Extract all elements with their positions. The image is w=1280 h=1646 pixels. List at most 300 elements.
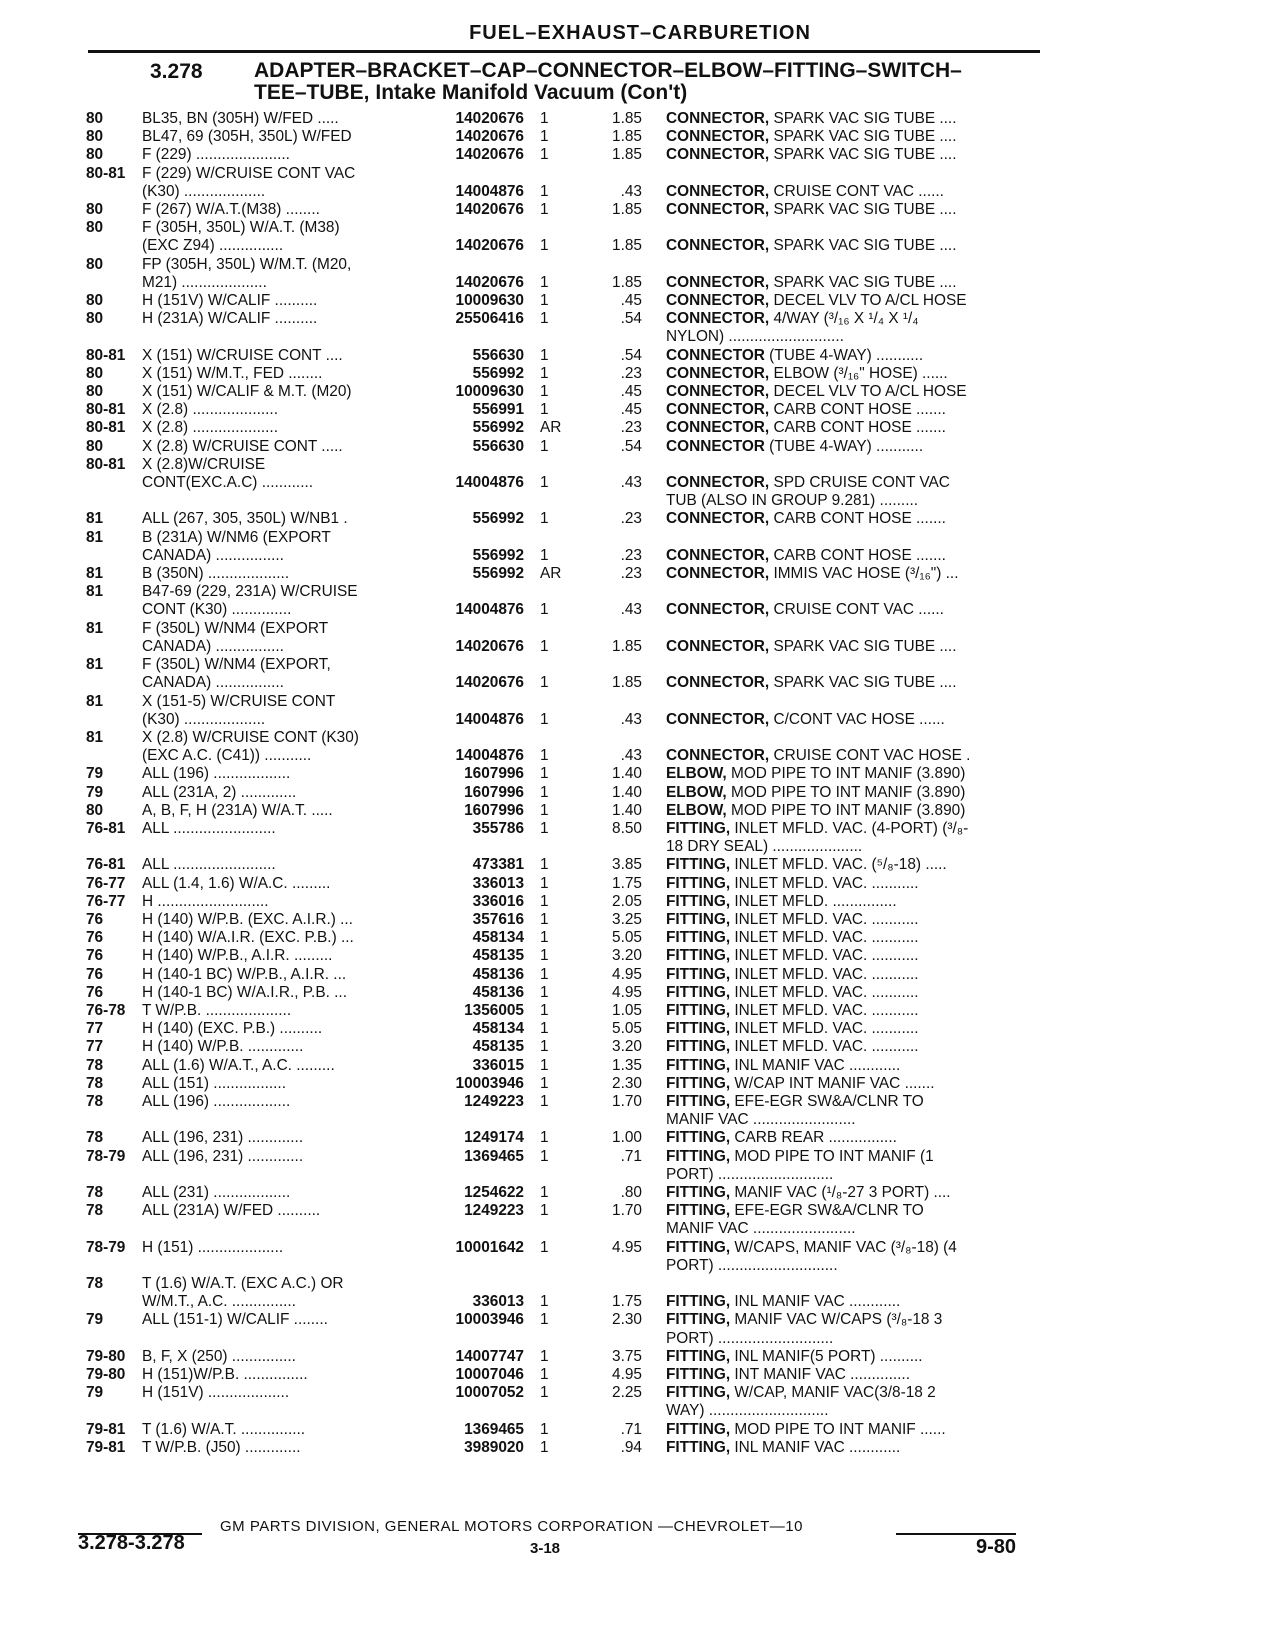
year-cell: 80 (86, 219, 104, 237)
description-cell (642, 1220, 1046, 1238)
table-row (86, 875, 1046, 893)
price-cell (578, 1166, 642, 1184)
description-text: MOD PIPE TO INT MANIF (3.890) (726, 765, 966, 783)
model-cell: W/M.T., A.C. ............... (142, 1293, 296, 1311)
price-cell: 2.25 (612, 1384, 642, 1402)
description-type: ELBOW, (666, 783, 727, 801)
part-number-cell (412, 1220, 524, 1238)
part-number-cell (412, 620, 524, 638)
description-type: CONNECTOR (666, 437, 765, 455)
quantity-cell: 1 (540, 346, 549, 364)
description-cell (642, 456, 1046, 474)
part-number-cell: 14004876 (455, 747, 524, 765)
part-number-cell: 336013 (472, 1293, 524, 1311)
year-cell: 80-81 (86, 419, 126, 437)
price-cell (578, 1220, 642, 1238)
description-type: FITTING, (666, 856, 731, 874)
price-cell: .43 (620, 601, 642, 619)
table-row (86, 1348, 1046, 1366)
description-type: FITTING, (666, 910, 731, 928)
model-cell: X (151-5) W/CRUISE CONT (142, 692, 336, 710)
description-cell (642, 1166, 1046, 1184)
footer-rule-right (896, 1533, 1016, 1535)
model-cell: F (350L) W/NM4 (EXPORT, (142, 656, 331, 674)
description-text: EFE-EGR SW&A/CLNR TO (730, 1202, 924, 1220)
price-cell: 5.05 (612, 1020, 642, 1038)
table-row (86, 1384, 1046, 1402)
description-type: CONNECTOR, (666, 510, 770, 528)
part-number-cell: 14020676 (455, 273, 524, 291)
description-text: WAY) ............................ (666, 1402, 829, 1420)
part-number-cell: 14020676 (455, 128, 524, 146)
quantity-cell (524, 1402, 578, 1420)
footer-publisher: GM PARTS DIVISION, GENERAL MOTORS CORPORATION —CHEVROLET—10 (220, 1518, 803, 1535)
description-cell (642, 947, 1046, 965)
description-cell (642, 1330, 1046, 1348)
description-cell (642, 274, 1046, 292)
table-row (86, 1057, 1046, 1075)
model-cell: H (140-1 BC) W/P.B., A.I.R. ... (142, 965, 347, 983)
table-row (86, 165, 1046, 183)
description-type: CONNECTOR, (666, 546, 770, 564)
model-cell: F (229) W/CRUISE CONT VAC (142, 164, 356, 182)
description-text: CARB CONT HOSE ....... (769, 401, 946, 419)
part-number-cell: 458134 (472, 1020, 524, 1038)
table-row (86, 474, 1046, 492)
quantity-cell (524, 656, 578, 674)
table-row (86, 1184, 1046, 1202)
model-cell: H (151) .................... (142, 1238, 284, 1256)
table-row (86, 1038, 1046, 1056)
model-cell: FP (305H, 350L) W/M.T. (M20, (142, 255, 352, 273)
year-cell: 81 (86, 565, 104, 583)
description-text: INLET MFLD. VAC. ........... (730, 1038, 919, 1056)
table-row (86, 1075, 1046, 1093)
price-cell: 1.85 (612, 110, 642, 127)
table-row (86, 383, 1046, 401)
part-number-cell (412, 1111, 524, 1129)
quantity-cell (524, 1257, 578, 1275)
price-cell: 8.50 (612, 819, 642, 837)
year-cell: 76 (86, 947, 104, 965)
year-cell (86, 1220, 142, 1238)
description-type: FITTING, (666, 1020, 731, 1038)
description-cell (642, 911, 1046, 929)
description-cell (642, 492, 1046, 510)
model-cell: X (2.8) W/CRUISE CONT (K30) (142, 728, 359, 746)
description-type: FITTING, (666, 1129, 731, 1147)
part-number-cell: 458136 (472, 983, 524, 1001)
quantity-cell: 1 (540, 474, 549, 492)
year-cell: 80 (86, 201, 104, 219)
description-cell (642, 1111, 1046, 1129)
description-type: ELBOW, (666, 801, 727, 819)
price-cell: 1.40 (612, 765, 642, 783)
model-cell: X (151) W/M.T., FED ........ (142, 364, 323, 382)
table-row (86, 693, 1046, 711)
year-cell (86, 601, 142, 619)
year-cell: 78 (86, 1074, 104, 1092)
table-row (86, 856, 1046, 874)
price-cell: 1.70 (612, 1202, 642, 1220)
year-cell: 76 (86, 929, 104, 947)
model-cell: (EXC Z94) ............... (142, 237, 284, 255)
model-cell: H (140) W/P.B. (EXC. A.I.R.) ... (142, 910, 353, 928)
description-type: CONNECTOR, (666, 201, 770, 219)
description-text: PORT) ........................... (666, 1329, 834, 1347)
description-cell (642, 565, 1046, 583)
part-number-cell: 355786 (472, 819, 524, 837)
year-cell: 78 (86, 1056, 104, 1074)
table-row (86, 1293, 1046, 1311)
quantity-cell: 1 (540, 874, 549, 892)
description-text: DECEL VLV TO A/CL HOSE (769, 383, 967, 401)
model-cell: T (1.6) W/A.T. ............... (142, 1420, 306, 1438)
part-number-cell: 556992 (472, 565, 524, 583)
description-cell (642, 802, 1046, 820)
quantity-cell: 1 (540, 819, 549, 837)
year-cell: 79-81 (86, 1438, 126, 1456)
description-text: ELBOW (³/₁₆" HOSE) ...... (769, 364, 948, 382)
year-cell (86, 328, 142, 346)
part-number-cell: 14004876 (455, 474, 524, 492)
year-cell: 76-78 (86, 1001, 126, 1019)
model-cell: H (151V) ................... (142, 1384, 290, 1402)
year-cell: 80 (86, 110, 104, 127)
description-text: INL MANIF VAC ............ (730, 1438, 901, 1456)
table-row (86, 1275, 1046, 1293)
quantity-cell (524, 456, 578, 474)
part-number-cell: 10009630 (455, 383, 524, 401)
description-text: SPARK VAC SIG TUBE .... (769, 674, 957, 692)
table-row (86, 1239, 1046, 1257)
description-text: INLET MFLD. VAC. ........... (730, 965, 919, 983)
footer-date: 9-80 (976, 1536, 1017, 1558)
part-number-cell: 458135 (472, 947, 524, 965)
description-text: W/CAP INT MANIF VAC ....... (730, 1074, 935, 1092)
description-cell (642, 1202, 1046, 1220)
price-cell: .45 (620, 401, 642, 419)
year-cell: 80 (86, 801, 104, 819)
model-cell: F (350L) W/NM4 (EXPORT (142, 619, 329, 637)
description-type: CONNECTOR, (666, 565, 770, 583)
table-row (86, 583, 1046, 601)
description-text: SPARK VAC SIG TUBE .... (769, 146, 957, 164)
section-title (254, 60, 1034, 104)
part-number-cell: 556630 (472, 437, 524, 455)
part-number-cell: 14004876 (455, 601, 524, 619)
year-cell: 78 (86, 1129, 104, 1147)
footer-page-number: 3-18 (530, 1540, 561, 1557)
description-type: CONNECTOR, (666, 273, 770, 291)
description-cell (642, 365, 1046, 383)
description-text: PORT) ........................... (666, 1165, 834, 1183)
year-cell: 80-81 (86, 164, 126, 182)
table-row (86, 456, 1046, 474)
price-cell (578, 456, 642, 474)
quantity-cell: 1 (540, 383, 549, 401)
table-row (86, 838, 1046, 856)
description-text: SPARK VAC SIG TUBE .... (769, 273, 957, 291)
quantity-cell (524, 620, 578, 638)
quantity-cell: 1 (540, 601, 549, 619)
part-number-cell: 25506416 (455, 310, 524, 328)
part-number-cell: 1369465 (464, 1420, 524, 1438)
description-text: MANIF VAC W/CAPS (³/₈-18 3 (730, 1311, 943, 1329)
model-cell: ALL (196, 231) ............. (142, 1147, 304, 1165)
description-cell (642, 474, 1046, 492)
year-cell: 80-81 (86, 455, 126, 473)
description-cell (642, 1148, 1046, 1166)
section-title-line1: ADAPTER–BRACKET–CAP–CONNECTOR–ELBOW–FITTING–SWITCH– (254, 59, 962, 82)
description-type: CONNECTOR, (666, 146, 770, 164)
table-row (86, 547, 1046, 565)
price-cell (578, 1402, 642, 1420)
model-cell: B47-69 (229, 231A) W/CRUISE (142, 583, 358, 601)
description-type: CONNECTOR, (666, 364, 770, 382)
description-cell (642, 292, 1046, 310)
description-cell (642, 747, 1046, 765)
year-cell: 76-81 (86, 819, 126, 837)
table-row (86, 1202, 1046, 1220)
year-cell: 81 (86, 583, 104, 601)
price-cell: 1.75 (612, 1293, 642, 1311)
model-cell: T (1.6) W/A.T. (EXC A.C.) OR (142, 1275, 344, 1292)
description-type: FITTING, (666, 1293, 731, 1311)
description-type: FITTING, (666, 1384, 731, 1402)
part-number-cell: 14020676 (455, 110, 524, 127)
price-cell: 1.05 (612, 1001, 642, 1019)
description-text: CARB CONT HOSE ....... (769, 510, 946, 528)
year-cell: 81 (86, 528, 104, 546)
description-cell (642, 1439, 1046, 1457)
description-text: CARB CONT HOSE ....... (769, 546, 946, 564)
description-cell (642, 674, 1046, 692)
quantity-cell: 1 (540, 201, 549, 219)
model-cell: CANADA) ................ (142, 637, 284, 655)
quantity-cell (524, 529, 578, 547)
description-cell (642, 165, 1046, 183)
year-cell: 77 (86, 1020, 104, 1038)
quantity-cell (524, 1166, 578, 1184)
quantity-cell (524, 328, 578, 346)
description-type: FITTING, (666, 1311, 731, 1329)
model-cell (142, 838, 412, 856)
description-cell (642, 765, 1046, 783)
section-number: 3.278 (150, 60, 203, 83)
model-cell: F (305H, 350L) W/A.T. (M38) (142, 219, 340, 237)
part-number-cell: 14020676 (455, 201, 524, 219)
part-number-cell: 14020676 (455, 637, 524, 655)
description-cell (642, 1184, 1046, 1202)
part-number-cell (412, 456, 524, 474)
description-type: FITTING, (666, 1420, 731, 1438)
table-row (86, 1129, 1046, 1147)
description-cell (642, 510, 1046, 528)
table-row (86, 893, 1046, 911)
part-number-cell: 14020676 (455, 146, 524, 164)
description-cell (642, 1075, 1046, 1093)
table-row (86, 911, 1046, 929)
description-type: CONNECTOR, (666, 419, 770, 437)
price-cell: .45 (620, 292, 642, 310)
part-number-cell (412, 328, 524, 346)
price-cell (578, 1111, 642, 1129)
quantity-cell: 1 (540, 292, 549, 310)
description-text: (TUBE 4-WAY) ........... (764, 437, 924, 455)
quantity-cell: 1 (540, 1238, 549, 1256)
price-cell: .54 (620, 346, 642, 364)
year-cell: 80 (86, 255, 104, 273)
price-cell: 2.05 (612, 892, 642, 910)
table-row (86, 620, 1046, 638)
table-row (86, 674, 1046, 692)
description-type: CONNECTOR, (666, 310, 770, 328)
part-number-cell: 556992 (472, 364, 524, 382)
part-number-cell: 458135 (472, 1038, 524, 1056)
price-cell: .23 (620, 419, 642, 437)
description-text: CRUISE CONT VAC ...... (769, 182, 944, 200)
year-cell: 79 (86, 1311, 104, 1329)
description-cell (642, 1129, 1046, 1147)
part-number-cell: 556630 (472, 346, 524, 364)
price-cell: .23 (620, 565, 642, 583)
description-text: INLET MFLD. VAC. ........... (730, 1001, 919, 1019)
price-cell (578, 219, 642, 237)
description-cell (642, 256, 1046, 274)
table-row (86, 1220, 1046, 1238)
year-cell (86, 1330, 142, 1348)
table-row (86, 128, 1046, 146)
price-cell: .43 (620, 474, 642, 492)
description-type: FITTING, (666, 929, 731, 947)
part-number-cell (412, 656, 524, 674)
model-cell: ALL (196) .................. (142, 765, 291, 783)
quantity-cell (524, 219, 578, 237)
price-cell: 3.20 (612, 1038, 642, 1056)
model-cell: T W/P.B. (J50) ............. (142, 1438, 301, 1456)
quantity-cell: 1 (540, 947, 549, 965)
description-type: FITTING, (666, 1056, 731, 1074)
description-cell (642, 201, 1046, 219)
quantity-cell (524, 729, 578, 747)
table-row (86, 183, 1046, 201)
model-cell: BL35, BN (305H) W/FED ..... (142, 110, 339, 127)
model-cell: CONT(EXC.A.C) ............ (142, 474, 314, 492)
description-text: CARB REAR ................ (730, 1129, 897, 1147)
description-cell (642, 128, 1046, 146)
table-row (86, 729, 1046, 747)
description-text: SPARK VAC SIG TUBE .... (769, 110, 957, 127)
price-cell: .71 (620, 1147, 642, 1165)
quantity-cell (524, 1330, 578, 1348)
description-cell (642, 438, 1046, 456)
part-number-cell: 1607996 (464, 765, 524, 783)
model-cell: X (2.8)W/CRUISE (142, 455, 266, 473)
part-number-cell (412, 838, 524, 856)
description-type: CONNECTOR, (666, 182, 770, 200)
part-number-cell (412, 729, 524, 747)
description-text: NYLON) ........................... (666, 328, 844, 346)
description-type: CONNECTOR, (666, 747, 770, 765)
quantity-cell: 1 (540, 237, 549, 255)
table-row (86, 219, 1046, 237)
description-text: INLET MFLD. VAC. ........... (730, 929, 919, 947)
price-cell: .43 (620, 710, 642, 728)
description-cell (642, 583, 1046, 601)
quantity-cell: 1 (540, 1001, 549, 1019)
table-row (86, 820, 1046, 838)
part-number-cell: 473381 (472, 856, 524, 874)
description-text: SPD CRUISE CONT VAC (769, 474, 950, 492)
price-cell: .23 (620, 364, 642, 382)
price-cell: .45 (620, 383, 642, 401)
description-text: SPARK VAC SIG TUBE .... (769, 201, 957, 219)
description-text: W/CAP, MANIF VAC(3/8-18 2 (730, 1384, 936, 1402)
part-number-cell: 1249223 (464, 1092, 524, 1110)
description-type: FITTING, (666, 819, 731, 837)
table-row (86, 237, 1046, 255)
part-number-cell: 556991 (472, 401, 524, 419)
description-type: CONNECTOR, (666, 292, 770, 310)
price-cell (578, 1330, 642, 1348)
year-cell: 77 (86, 1038, 104, 1056)
quantity-cell: 1 (540, 1038, 549, 1056)
part-number-cell: 357616 (472, 910, 524, 928)
price-cell: 3.75 (612, 1347, 642, 1365)
model-cell: X (2.8) .................... (142, 401, 278, 419)
description-text: 4/WAY (³/₁₆ X ¹/₄ X ¹/₄ (769, 310, 919, 328)
description-text: INLET MFLD. ............... (730, 892, 897, 910)
price-cell: .54 (620, 437, 642, 455)
price-cell: 1.75 (612, 874, 642, 892)
quantity-cell: 1 (540, 892, 549, 910)
description-text: INLET MFLD. VAC. ........... (730, 910, 919, 928)
quantity-cell: 1 (540, 965, 549, 983)
part-number-cell: 10007046 (455, 1366, 524, 1384)
table-row (86, 201, 1046, 219)
price-cell: 1.70 (612, 1092, 642, 1110)
table-row (86, 929, 1046, 947)
part-number-cell: 10003946 (455, 1311, 524, 1329)
description-text: CRUISE CONT VAC ...... (769, 601, 944, 619)
description-text: MOD PIPE TO INT MANIF (3.890) (726, 801, 966, 819)
description-cell (642, 1311, 1046, 1329)
year-cell: 80 (86, 437, 104, 455)
model-cell: B (350N) ................... (142, 565, 290, 583)
price-cell (578, 729, 642, 747)
year-cell (86, 1402, 142, 1420)
model-cell: ALL ........................ (142, 819, 276, 837)
part-number-cell: 14020676 (455, 674, 524, 692)
part-number-cell: 1607996 (464, 783, 524, 801)
description-type: FITTING, (666, 1438, 731, 1456)
table-row (86, 1093, 1046, 1111)
price-cell: .43 (620, 182, 642, 200)
year-cell: 80 (86, 128, 104, 146)
description-cell (642, 620, 1046, 638)
description-cell (642, 1366, 1046, 1384)
table-row (86, 510, 1046, 528)
year-cell: 79-81 (86, 1420, 126, 1438)
quantity-cell: 1 (540, 910, 549, 928)
model-cell: F (267) W/A.T.(M38) ........ (142, 201, 320, 219)
description-cell (642, 1402, 1046, 1420)
quantity-cell: 1 (540, 1384, 549, 1402)
description-type: CONNECTOR, (666, 674, 770, 692)
year-cell (86, 711, 142, 729)
quantity-cell: 1 (540, 546, 549, 564)
